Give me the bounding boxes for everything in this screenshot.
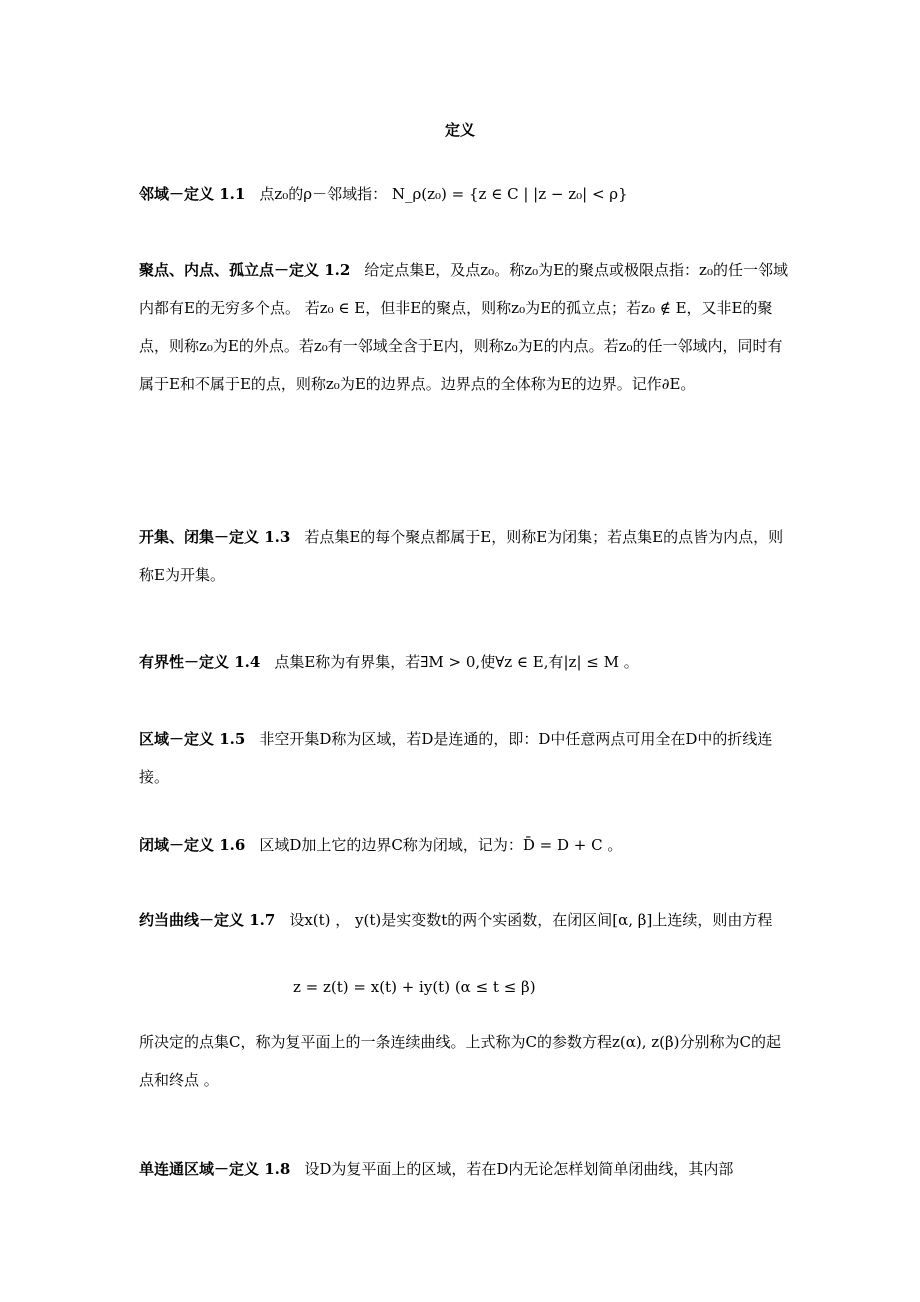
parametric-equation: z = z(t) = x(t) + iy(t) (α ≤ t ≤ β) bbox=[293, 978, 536, 996]
definition-1-5 bbox=[139, 720, 789, 796]
definition-body: 所决定的点集C，称为复平面上的一条连续曲线。上式称为C的参数方程z(α), z(β)分别称为C的起点和终点 。 bbox=[139, 1033, 781, 1089]
page-title: 定义 bbox=[444, 121, 475, 139]
definition-body: 设D为复平面上的区域，若在D内无论怎样划简单闭曲线，其内部 bbox=[304, 1160, 734, 1178]
definition-1-1 bbox=[139, 175, 789, 213]
definition-body: 给定点集E，及点z₀。称z₀为E的聚点或极限点指：z₀的任一邻域内都有E的无穷多个点。 若z₀ ∈ E，但非E的聚点，则称z₀为E的孤立点；若z₀ ∉ E，又非E的聚点，则称z₀为E的外点。若z₀有一邻域全含于E内，则称z₀为E的内点。若z₀的任一邻域内，同时有属于E和不属于E的点，则称z₀为E的边界点。边界点的全体称为E的边界。记作∂E。 bbox=[139, 261, 788, 393]
definition-body: 非空开集D称为区域，若D是连通的，即：D中任意两点可用全在D中的折线连接。 bbox=[139, 730, 773, 786]
definition-heading: 单连通区域－定义 1.8 bbox=[139, 1160, 291, 1178]
definition-1-7-continued bbox=[139, 1023, 789, 1099]
definition-1-3 bbox=[139, 518, 789, 594]
definition-1-6 bbox=[139, 826, 789, 864]
definition-1-7 bbox=[139, 901, 789, 939]
definition-heading: 有界性－定义 1.4 bbox=[139, 653, 261, 671]
definition-body: 点z₀的ρ－邻域指： N_ρ(z₀) = {z ∈ C | |z − z₀| < ρ} bbox=[259, 185, 628, 203]
definition-body: 设x(t) ， y(t)是实变数t的两个实函数，在闭区间[α, β]上连续，则由方程 bbox=[289, 911, 773, 929]
definition-1-8 bbox=[139, 1150, 789, 1188]
definition-1-2 bbox=[139, 251, 789, 403]
definition-body: 区域D加上它的边界C称为闭域，记为：D̄ = D + C 。 bbox=[259, 836, 623, 854]
definition-heading: 区域－定义 1.5 bbox=[139, 730, 246, 748]
definition-heading: 闭域－定义 1.6 bbox=[139, 836, 246, 854]
definition-heading: 聚点、内点、孤立点－定义 1.2 bbox=[139, 261, 351, 279]
definition-heading: 开集、闭集－定义 1.3 bbox=[139, 528, 291, 546]
definition-body: 若点集E的每个聚点都属于E，则称E为闭集；若点集E的点皆为内点，则称E为开集。 bbox=[139, 528, 784, 584]
definition-heading: 约当曲线－定义 1.7 bbox=[139, 911, 276, 929]
definition-heading: 邻域－定义 1.1 bbox=[139, 185, 246, 203]
definition-body: 点集E称为有界集，若∃M > 0,使∀z ∈ E,有|z| ≤ M 。 bbox=[274, 653, 639, 671]
definition-1-4 bbox=[139, 643, 789, 681]
